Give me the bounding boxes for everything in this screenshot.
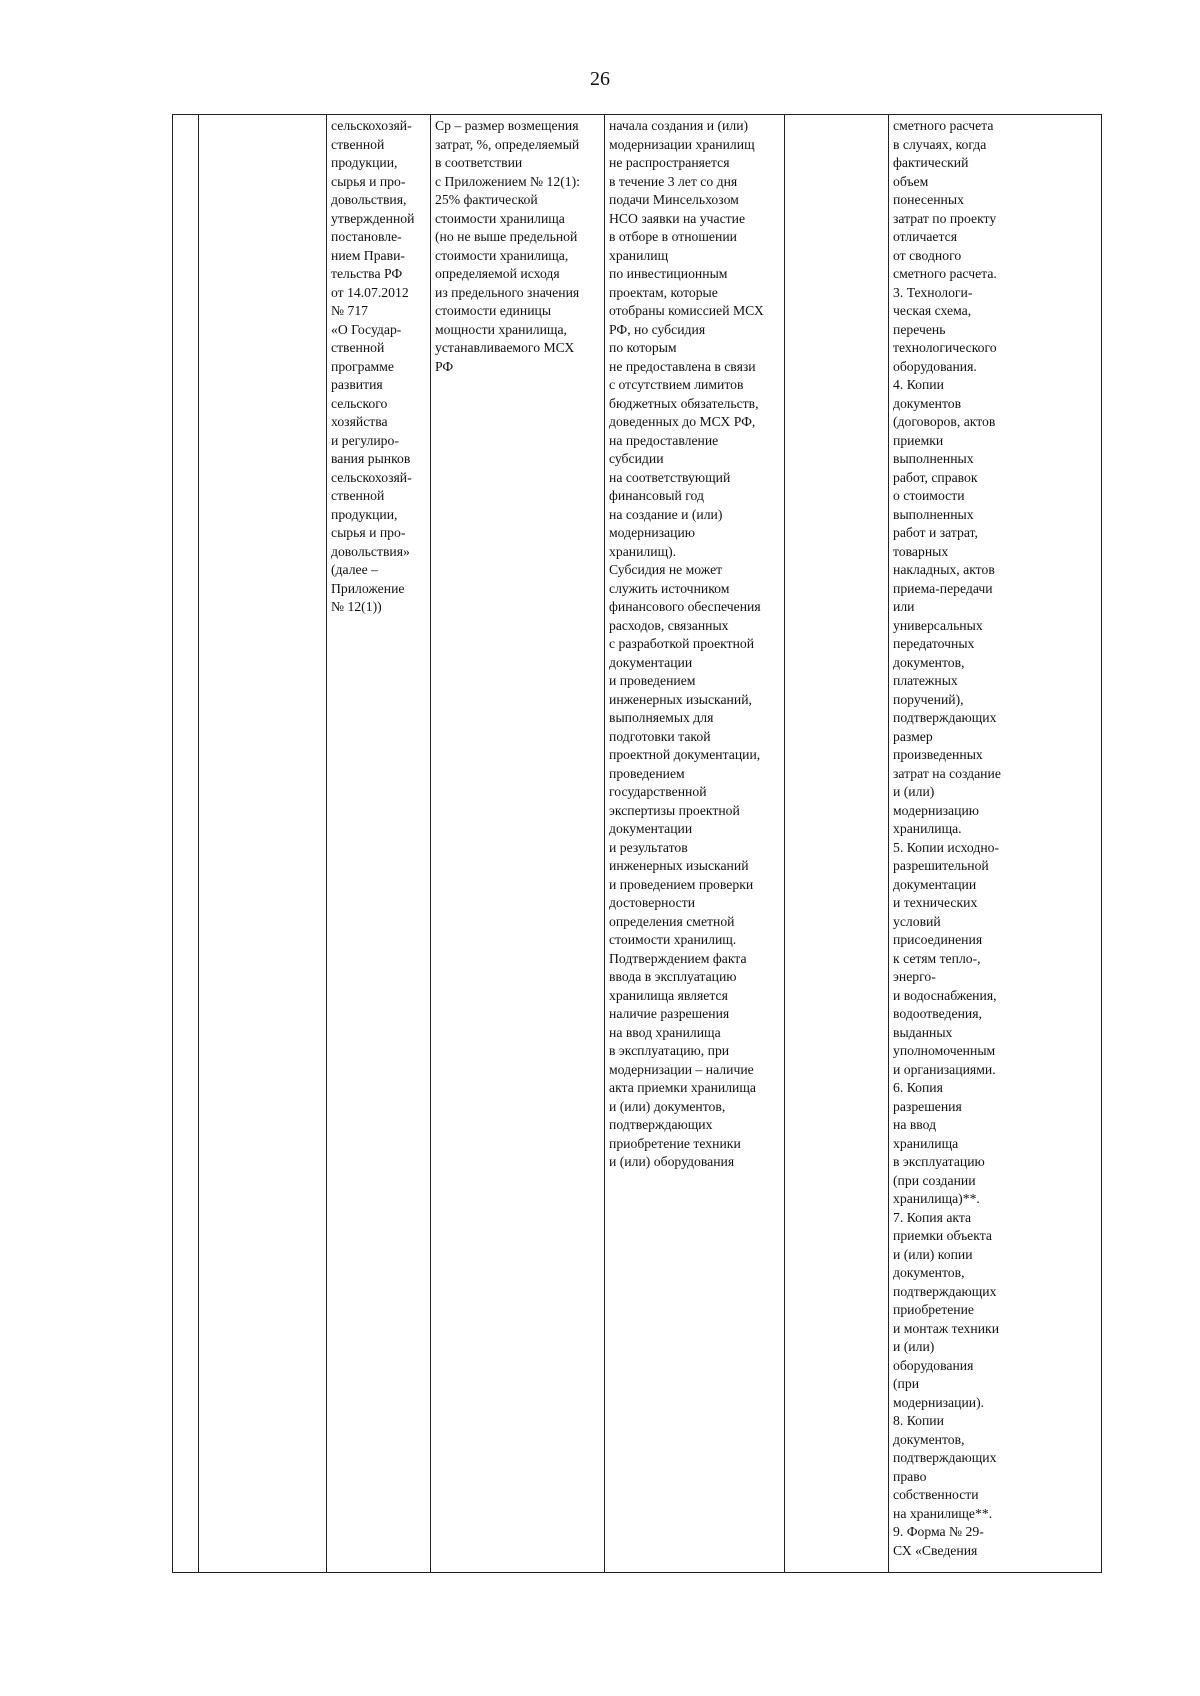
row-number-cell [173, 115, 199, 1573]
table-row [173, 115, 1102, 1573]
measure-name-cell [199, 115, 327, 1573]
subsidy-rate-cell: Cp – размер возмещения затрат, %, определяемый в соответствии с Приложением № 12(1): 25% фактической стоимости хранилища (но не выше предельной стоимости хранилища, определяемой исходя из предельного значения стоимости единицы мощности хранилища, устанавливаемого МСХ РФ [431, 115, 605, 1573]
conditions-cell: начала создания и (или) модернизации хранилищ не распространяется в течение 3 лет со дня подачи Минсельхозом НСО заявки на участие в отборе в отношении хранилищ по инвестиционным проектам, которые отобраны комиссией МСХ РФ, но субсидия по которым не предоставлена в связи с отсутствием лимитов бюджетных обязательств, доведенных до МСХ РФ, на предоставление субсидии на соответствующий финансовый год на создание и (или) модернизацию хранилищ). Субсидия не может служить источником финансового обеспечения расходов, связанных с разработкой проектной документации и проведением инженерных изысканий, выполняемых для подготовки такой проектной документации, проведением государственной экспертизы проектной документации и результатов инженерных изысканий и проведением проверки достоверности определения сметной стоимости хранилищ. Подтверждением факта ввода в эксплуатацию хранилища является наличие разрешения на ввод хранилища в эксплуатацию, при модернизации – наличие акта приемки хранилища и (или) документов, подтверждающих приобретение техники и (или) оборудования [605, 115, 785, 1573]
requirements-table [172, 114, 1102, 1573]
documents-list-cell: сметного расчета в случаях, когда фактический объем понесенных затрат по проекту отличается от сводного сметного расчета. 3. Технологи- ческая схема, перечень технологического оборудования. 4. Копии документов (договоров, актов приемки выполненных работ, справок о стоимости выполненных работ и затрат, товарных накладных, актов приема-передачи или универсальных передаточных документов, платежных поручений), подтверждающих размер произведенных затрат на создание и (или) модернизацию хранилища. 5. Копии исходно- разрешительной документации и технических условий присоединения к сетям тепло-, энерго- и водоснабжения, водоотведения, выданных уполномоченным и организациями. 6. Копия разрешения на ввод хранилища в эксплуатацию (при создании хранилища)**. 7. Копия акта приемки объекта и (или) копии документов, подтверждающих приобретение и монтаж техники и (или) оборудования (при модернизации). 8. Копии документов, подтверждающих право собственности на хранилище**. 9. Форма № 29- СХ «Сведения [889, 115, 1102, 1573]
empty-cell [785, 115, 889, 1573]
legal-basis-cell: сельскохозяй- ственной продукции, сырья и про- довольствия, утвержденной постановле- нием Прави- тельства РФ от 14.07.2012 № 717 «О Государ- ственной программе развития сельского хозяйства и регулиро- вания рынков сельскохозяй- ственной продукции, сырья и про- довольствия» (далее – Приложение № 12(1)) [327, 115, 431, 1573]
page-number: 26 [590, 68, 610, 90]
